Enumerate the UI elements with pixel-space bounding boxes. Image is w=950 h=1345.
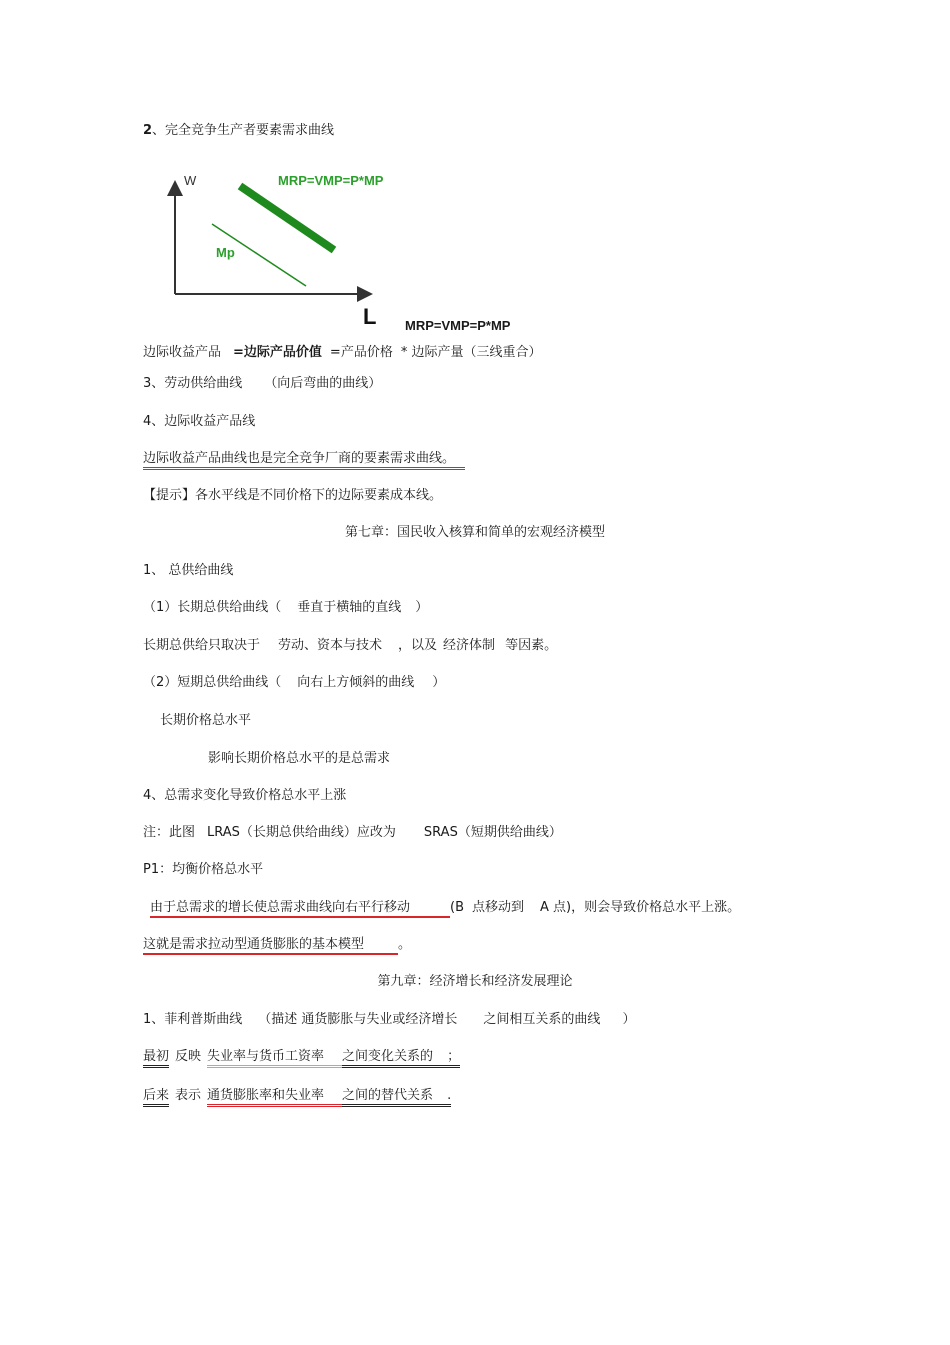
y-axis-label: W [184, 173, 197, 188]
heading-number: 2 [143, 123, 153, 138]
item-4-note [143, 450, 465, 468]
formula-vmp: =边际产品价值 [233, 345, 322, 360]
c9-item-1-desc2: 之间相互关系的曲线 [483, 1012, 601, 1027]
c7-long-note-b: 劳动、资本与技术 [278, 638, 383, 653]
c9-item-1-title: 1、菲利普斯曲线 [143, 1012, 243, 1027]
c9-initial-e: ； [433, 1049, 460, 1068]
c7-p1: P1：均衡价格总水平 [143, 862, 264, 877]
c9-later [143, 1087, 451, 1105]
c7-short-run [143, 674, 445, 692]
c7-shift-b: (B [450, 900, 465, 915]
c7-shift-c: 点移动到 [472, 900, 525, 915]
item-4: 4、边际收益产品线 [143, 414, 256, 429]
c7-long-close: ） [415, 600, 429, 615]
c7-long-run [143, 599, 428, 617]
mp-curve-label: Mp [216, 245, 235, 260]
c7-model [143, 936, 411, 954]
c9-later-d: 之间的替代关系 [342, 1088, 433, 1107]
factor-demand-figure [160, 166, 400, 326]
c7-shift-d: A 点)，则会导致价格总水平上涨。 [540, 900, 741, 915]
c7-shift-a: 由于总需求的增长使总需求曲线向右平行移动 [150, 900, 450, 918]
c9-item-1-close: ） [622, 1012, 636, 1027]
item-3-title: 3、劳动供给曲线 [143, 376, 243, 391]
formula-line [143, 344, 541, 362]
mrp-curve-thick [240, 186, 334, 250]
c7-long-note-a: 长期总供给只取决于 [143, 638, 261, 653]
c7-short-close: ） [432, 675, 446, 690]
c7-long-desc: 垂直于横轴的直线 [297, 600, 402, 615]
c7-long-note-d: 经济体制 [443, 638, 496, 653]
c7-model-end: 。 [398, 937, 412, 952]
c9-later-a: 后来 [143, 1088, 169, 1107]
c7-long-note [143, 637, 557, 655]
c7-level: 长期价格总水平 [160, 713, 252, 728]
c7-item-4: 4、总需求变化导致价格总水平上涨 [143, 788, 347, 803]
c7-shift [150, 899, 740, 917]
c7-model-text: 这就是需求拉动型通货膨胀的基本模型 [143, 937, 398, 955]
c9-later-b: 表示 [175, 1088, 202, 1103]
c9-initial [143, 1048, 460, 1066]
figure-caption: MRP=VMP=P*MP [405, 318, 511, 333]
c7-note-c: SRAS（短期供给曲线） [423, 825, 562, 840]
c7-short-desc: 向右上方倾斜的曲线 [297, 675, 415, 690]
mrp-curve-label: MRP=VMP=P*MP [278, 173, 384, 188]
c9-item-1-desc: （描述 通货膨胀与失业或经济增长 [258, 1012, 458, 1027]
formula-mrp: 边际收益产品 [143, 345, 222, 360]
chapter-7-title: 第七章：国民收入核算和简单的宏观经济模型 [344, 525, 605, 540]
c7-short-title: （2）短期总供给曲线（ [143, 675, 282, 690]
item-3 [143, 375, 381, 393]
x-axis-label: L [363, 304, 377, 326]
c7-note-a: 注：此图 [143, 825, 196, 840]
c9-initial-c: 失业率与货币工资率 [207, 1049, 342, 1068]
c7-note-b: LRAS（长期总供给曲线）应改为 [207, 825, 396, 840]
c7-item-1: 1、 总供给曲线 [143, 563, 234, 578]
c7-note [143, 824, 562, 842]
c7-long-note-c: ，以及 [398, 638, 438, 653]
item-3-note: （向后弯曲的曲线） [264, 376, 382, 391]
hint: 【提示】各水平线是不同价格下的边际要素成本线。 [143, 488, 443, 503]
c9-initial-a: 最初 [143, 1049, 169, 1068]
c9-initial-d: 之间变化关系的 [342, 1049, 433, 1068]
c9-later-c: 通货膨胀率和失业率 [207, 1088, 342, 1107]
heading-text: 、完全竞争生产者要素需求曲线 [152, 123, 335, 138]
section-heading-2 [143, 122, 334, 140]
c9-item-1 [143, 1011, 635, 1029]
c9-initial-b: 反映 [175, 1049, 202, 1064]
c7-level-note: 影响长期价格总水平的是总需求 [208, 751, 391, 766]
chapter-9-title: 第九章：经济增长和经济发展理论 [377, 974, 573, 989]
c9-later-e: . [433, 1088, 451, 1107]
c7-long-title: （1）长期总供给曲线（ [143, 600, 282, 615]
item-4-note-text: 边际收益产品曲线也是完全竞争厂商的要素需求曲线。 [143, 451, 465, 470]
formula-price: =产品价格 [329, 345, 393, 360]
c7-long-note-e: 等因素。 [505, 638, 558, 653]
formula-mp: * 边际产量（三线重合） [400, 345, 542, 360]
